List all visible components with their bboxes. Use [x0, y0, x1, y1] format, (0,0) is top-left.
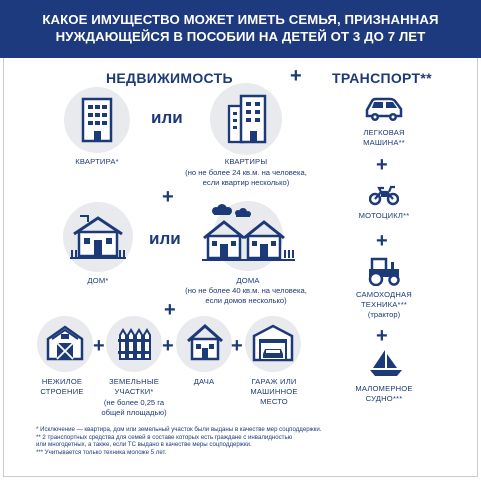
apartments-note-1: (но не более 24 кв.м. на человека,: [185, 168, 307, 177]
plus-sign: +: [162, 186, 174, 208]
apartment-buildings-icon: [226, 94, 268, 144]
land-label-3: (не более 0,25 га: [103, 398, 165, 407]
plus-sign: +: [376, 230, 388, 252]
houses-icon: [198, 204, 296, 264]
garage-label-1: ГАРАЖ ИЛИ: [251, 377, 297, 386]
barn-icon: [46, 325, 84, 361]
houses-note-2: если домов несколько): [205, 296, 287, 305]
apartment-building-icon: [80, 97, 114, 143]
plus-sign: +: [231, 335, 243, 357]
sailboat-icon: [369, 348, 403, 378]
apartment-label: КВАРТИРА*: [75, 157, 119, 166]
footnote-3: или многодетных, а также, если ТС выдано в качестве меры соцподдержки.: [36, 441, 252, 449]
plus-sign: +: [376, 154, 388, 176]
houses-note-1: (но не более 40 кв.м. на человека,: [185, 286, 307, 295]
tractor-icon: [366, 256, 402, 286]
footnotes: [36, 426, 321, 456]
header-banner: [0, 0, 481, 58]
dacha-label: ДАЧА: [193, 377, 215, 386]
self-propelled-label-2: ТЕХНИКА***: [360, 300, 408, 309]
nonresidential-label-2: СТРОЕНИЕ: [40, 387, 84, 396]
plus-sign: +: [162, 335, 174, 357]
motorcycle-label: МОТОЦИКЛ**: [358, 211, 410, 220]
transport-title: ТРАНСПОРТ**: [332, 70, 432, 86]
plus-sign: +: [376, 325, 388, 347]
car-icon: [364, 96, 404, 122]
land-label-1: ЗЕМЕЛЬНЫЕ: [108, 377, 160, 386]
self-propelled-label-3: (трактор): [367, 310, 401, 319]
dacha-house-icon: [186, 323, 224, 361]
header-line-2: НУЖДАЮЩЕЙСЯ В ПОСОБИИ НА ДЕТЕЙ ОТ 3 ДО 7 ЛЕТ: [55, 29, 426, 44]
fence-icon: [117, 327, 151, 361]
garage-icon: [252, 324, 294, 362]
garage-label-3: МЕСТО: [260, 397, 288, 406]
car-label-1: ЛЕГКОВАЯ: [363, 128, 405, 137]
garage-label-2: МАШИННОЕ: [250, 387, 298, 396]
header-line-1: КАКОЕ ИМУЩЕСТВО МОЖЕТ ИМЕТЬ СЕМЬЯ, ПРИЗНАННАЯ: [42, 12, 439, 27]
nonresidential-label-1: НЕЖИЛОЕ: [41, 377, 83, 386]
apartments-label: КВАРТИРЫ: [224, 157, 268, 166]
land-label-2: УЧАСТКИ*: [114, 387, 154, 396]
house-label: ДОМ*: [87, 276, 109, 285]
car-label-2: МАШИНА**: [363, 138, 405, 147]
plus-sign: +: [93, 335, 105, 357]
motorcycle-icon: [369, 184, 399, 206]
footnote-2: ** 2 транспортных средства для семей в составе которых есть граждане с инвалидностью: [36, 433, 293, 441]
house-icon: [70, 212, 126, 260]
plus-sign: +: [164, 299, 176, 321]
houses-label: ДОМА: [236, 276, 260, 285]
self-propelled-label-1: САМОХОДНАЯ: [355, 290, 412, 299]
footnote-1: * Исключение — квартира, дом или земельный участок были выданы в качестве мер соцподдержки.: [36, 426, 322, 433]
boat-label-1: МАЛОМЕРНОЕ: [355, 384, 413, 393]
boat-label-2: СУДНО***: [365, 394, 403, 403]
or-label-2: или: [149, 229, 181, 248]
real-estate-title: НЕДВИЖИМОСТЬ: [106, 70, 233, 86]
footnote-4: *** Учитывается только техника моложе 5 лет.: [36, 448, 167, 456]
plus-sign: +: [290, 65, 302, 87]
apartments-note-2: если квартир несколько): [202, 178, 290, 187]
or-label-1: или: [151, 108, 183, 127]
land-label-4: общей площадью): [101, 408, 167, 417]
